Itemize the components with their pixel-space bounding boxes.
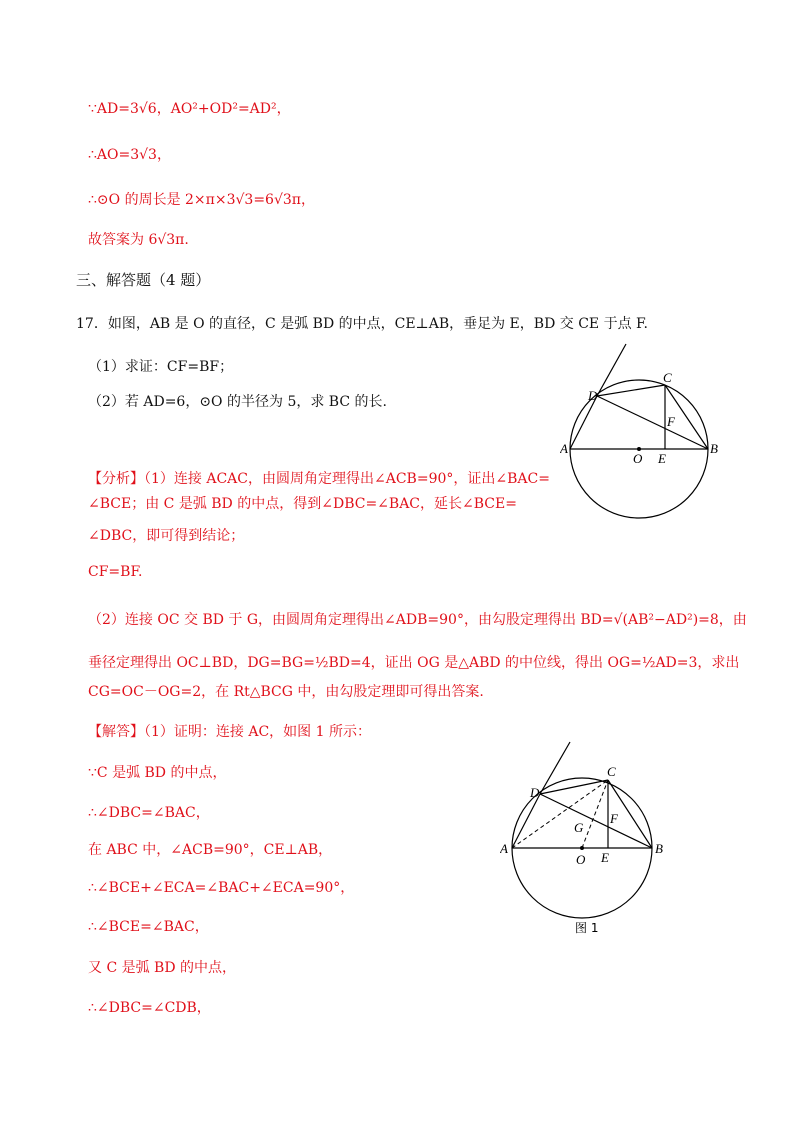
label-f: F (667, 414, 675, 429)
extension-line (540, 742, 570, 794)
question-17: 17．如图，AB 是 O 的直径，C 是弧 BD 的中点，CE⊥AB，垂足为 E，BD 交 CE 于点 F. (76, 316, 649, 332)
label-e: E (601, 850, 609, 865)
question-figure (560, 340, 730, 520)
label-e: E (658, 451, 666, 466)
solution-figure-1 (500, 740, 680, 940)
solution-line-7: 又 C 是弧 BD 的中点， (88, 960, 237, 976)
center-point (580, 846, 584, 850)
label-b: B (710, 441, 718, 456)
analysis-line-2: ∠BCE；由 C 是弧 BD 的中点，得到∠DBC=∠BAC，延长∠BCE= (88, 496, 517, 512)
question-17-part1: （1）求证：CF=BF； (88, 359, 234, 375)
segment-dc (597, 385, 665, 396)
label-c: C (663, 370, 672, 385)
solution-line-8: ∴∠DBC=∠CDB， (88, 1000, 211, 1016)
label-c: C (607, 764, 616, 779)
label-o: O (633, 451, 643, 466)
label-d: D (530, 785, 540, 800)
analysis-line-5: （2）连接 OC 交 BD 于 G，由圆周角定理得出∠ADB=90°，由勾股定理得出 BD=√(AB²−AD²)=8，由 (88, 612, 747, 628)
label-a: A (500, 841, 508, 856)
text-line-4: 故答案为 6√3π. (88, 232, 189, 248)
label-o: O (576, 852, 586, 867)
text-line-3: ∴⊙O 的周长是 2×π×3√3=6√3π， (88, 192, 315, 208)
analysis-line-1: 【分析】（1）连接 ACAC，由圆周角定理得出∠ACB=90°，证出∠BAC= (88, 471, 550, 487)
segment-ad (512, 794, 540, 848)
label-g: G (574, 820, 584, 835)
label-b: B (655, 841, 663, 856)
analysis-line-4: CF=BF. (88, 564, 143, 580)
section-heading: 三、解答题（4 题） (76, 271, 211, 289)
solution-line-6: ∴∠BCE=∠BAC， (88, 919, 209, 935)
label-f: F (610, 811, 618, 826)
label-d: D (588, 388, 598, 403)
dashed-oc (582, 780, 608, 848)
text-line-2: ∴AO=3√3， (88, 147, 171, 163)
segment-ad (570, 396, 597, 449)
figure-caption: 图 1 (575, 921, 599, 935)
analysis-line-7: CG=OC－OG=2，在 Rt△BCG 中，由勾股定理即可得出答案. (88, 684, 484, 700)
text-line-1: ∵AD=3√6，AO²+OD²=AD²， (88, 101, 291, 117)
label-a: A (560, 441, 568, 456)
analysis-line-6: 垂径定理得出 OC⊥BD，DG=BG=½BD=4，证出 OG 是△ABD 的中位线，得出 OG=½AD=3，求出 (88, 655, 740, 671)
solution-line-5: ∴∠BCE+∠ECA=∠BAC+∠ECA=90°， (88, 880, 355, 896)
solution-line-3: ∴∠DBC=∠BAC， (88, 805, 210, 821)
solution-line-2: ∵C 是弧 BD 的中点， (88, 765, 227, 781)
analysis-line-3: ∠DBC，即可得到结论； (88, 528, 245, 544)
solution-line-4: 在 ABC 中，∠ACB=90°，CE⊥AB， (88, 842, 333, 858)
extension-line (597, 344, 626, 396)
question-17-part2: （2）若 AD=6，⊙O 的半径为 5，求 BC 的长. (88, 394, 387, 410)
solution-line-1: 【解答】（1）证明：连接 AC，如图 1 所示： (88, 724, 371, 740)
